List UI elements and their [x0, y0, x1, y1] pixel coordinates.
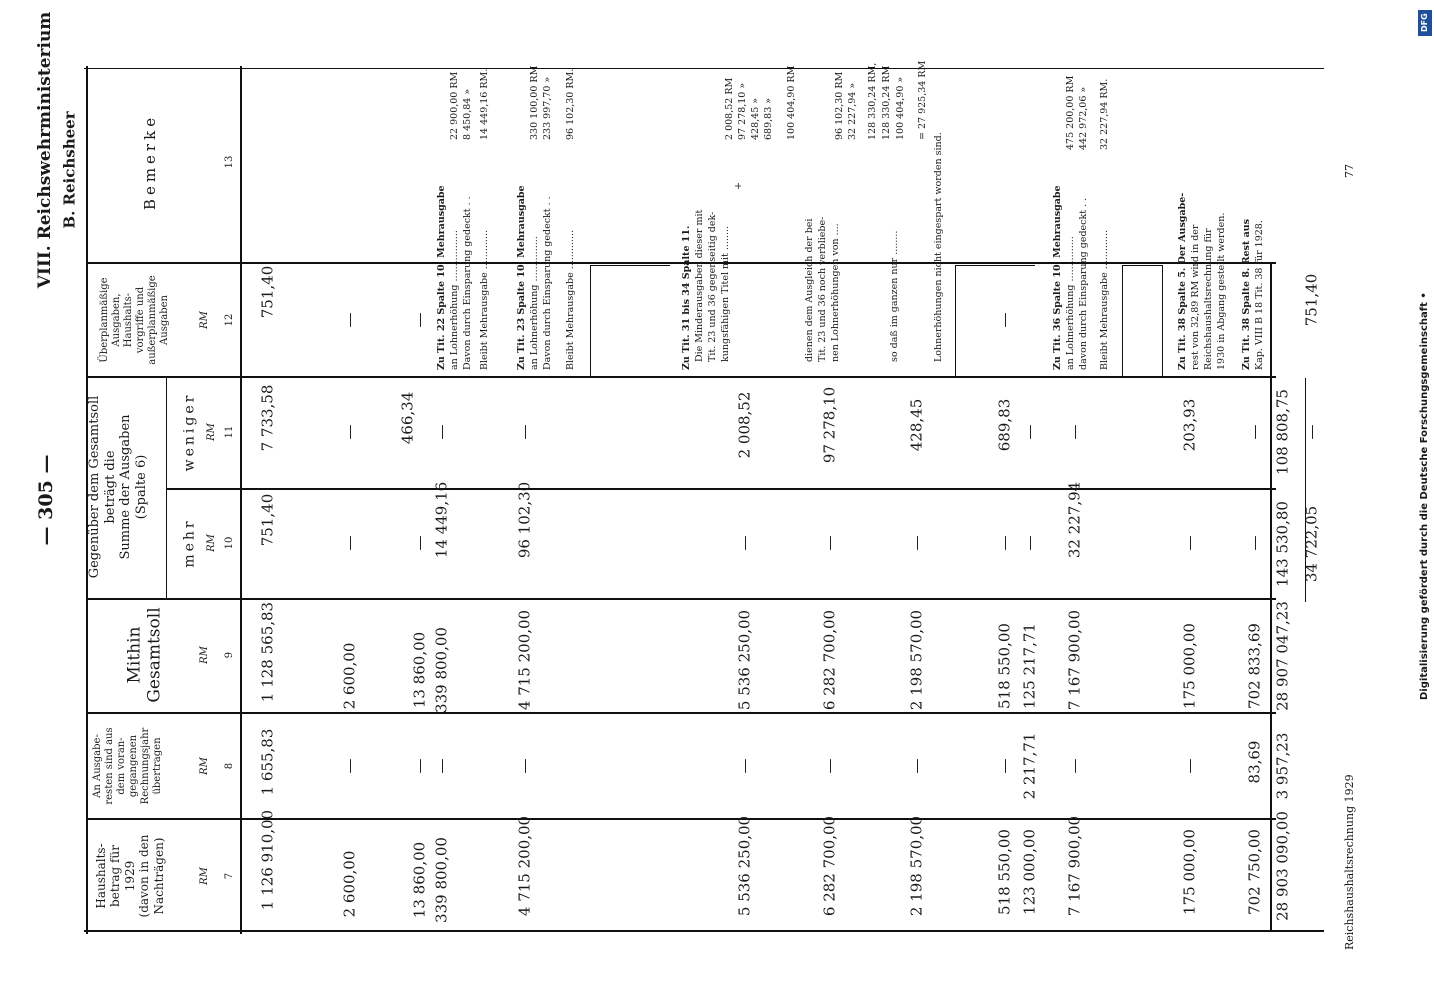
- remark-rule: [955, 265, 956, 377]
- table-top-edge: [84, 68, 1324, 69]
- cell-r9-c8: 2 217,71: [1020, 732, 1039, 800]
- remark3-v7: 128 330,24 RM,: [867, 62, 878, 140]
- remark4-line3: davon durch Einsparung gedeckt . .: [1078, 197, 1089, 370]
- remark1-val4: 14 449,16 RM.: [479, 68, 490, 140]
- cell-r4-c11: —: [515, 424, 534, 440]
- cell-r6-c9: 6 282 700,00: [820, 609, 839, 711]
- cell-r7-c8: —: [907, 758, 926, 774]
- col-sep-11-12: [86, 376, 1276, 378]
- cell-r8-c9: 518 550,00: [995, 623, 1014, 709]
- cell-r0-c8: 1 655,83: [258, 728, 277, 796]
- cell-r0-c10: 751,40: [258, 493, 277, 547]
- col-sep-10-11: [166, 488, 1276, 490]
- cell-r12-c9: 702 833,69: [1245, 623, 1264, 709]
- cell-r5-c8: —: [735, 758, 754, 774]
- unit-label: RM: [199, 646, 210, 664]
- cell-r1-c11: —: [340, 424, 359, 440]
- remark3-line2: Die Minderausgaben dieser mit: [694, 209, 705, 362]
- total-c10: 143 530,80: [1273, 501, 1292, 587]
- cell-r12-c7: 702 750,00: [1245, 829, 1264, 915]
- remark2-val3: 233 997,70 »: [542, 76, 553, 140]
- remark4-val2: 475 200,00 RM: [1065, 75, 1076, 150]
- remark3-v9: 100 404,90 »: [895, 76, 906, 140]
- total-c8: 3 957,23: [1273, 732, 1292, 800]
- cell-r9-c9: 125 217,71: [1020, 623, 1039, 709]
- cell-r6-c8: —: [820, 758, 839, 774]
- col10-header: mehr: [181, 518, 198, 568]
- remark3-line7: nen Lohnerhöhungen von ....: [830, 223, 841, 362]
- cell-r8-c12: —: [995, 312, 1014, 328]
- remark3-line3: Tit. 23 und 36 gegenseitig dek-: [707, 211, 718, 362]
- remark3-v4: 689,83 »: [763, 97, 774, 140]
- cell-r2-c10: —: [410, 535, 429, 551]
- cell-r4-c7: 4 715 200,00: [515, 815, 534, 917]
- cell-r10-c11: —: [1065, 424, 1084, 440]
- col7-header: Haushalts- betrag für 1929 (davon in den Nachträgen): [94, 834, 166, 918]
- cell-r1-c9: 2 600,00: [340, 642, 359, 710]
- cell-r10-c9: 7 167 900,00: [1065, 609, 1084, 711]
- col-number: 9: [224, 651, 235, 659]
- col13-header: Bemerke: [141, 113, 159, 211]
- total-net-mehr: 34 722,05: [1302, 505, 1321, 583]
- remark2-val2: 330 100,00 RM: [529, 65, 540, 140]
- remark4-title: Zu Tit. 36 Spalte 10. Mehrausgabe: [1052, 185, 1063, 370]
- cell-r4-c9: 4 715 200,00: [515, 609, 534, 711]
- cell-r10-c7: 7 167 900,00: [1065, 815, 1084, 917]
- cell-r2-c7: 13 860,00: [410, 841, 429, 919]
- col-number: 13: [224, 155, 235, 169]
- cell-r8-c11: 689,83: [995, 398, 1014, 452]
- remark3-v1: 2 008,52 RM: [724, 77, 735, 140]
- cell-r2-c12: —: [410, 312, 429, 328]
- cell-r0-c9: 1 128 565,83: [258, 601, 277, 703]
- cell-r9-c7: 123 000,00: [1020, 829, 1039, 915]
- cell-r10-c10: 32 227,94: [1065, 481, 1084, 559]
- remark3-line6: Tit. 23 und 36 noch verbliebe-: [817, 216, 828, 362]
- col-sep-8-9: [86, 712, 1276, 714]
- remark3-line4: kungsfähigen Titel mit ........: [720, 225, 731, 362]
- footer-page-ref: 77: [1343, 164, 1356, 178]
- dfg-logo-text: DFG: [1420, 13, 1429, 32]
- remark3-v2: 97 278,10 »: [737, 82, 748, 140]
- section-title: B. Reichsheer: [60, 111, 79, 229]
- col8-header: An Ausgabe- resten sind aus dem voran- gegangenen Rechnungsjahr übertragen: [92, 727, 163, 805]
- subheader-divider: [166, 378, 167, 600]
- unit-label: RM: [199, 757, 210, 775]
- footer-left: Reichshaushaltsrechnung 1929: [1343, 774, 1356, 950]
- page-number: — 305 —: [35, 454, 58, 546]
- remark1-val2: 22 900,00 RM: [449, 71, 460, 140]
- cell-r6-c11: 97 278,10: [820, 386, 839, 464]
- col10-11-group-header: Gegenüber dem Gesamtsoll beträgt die Summe der Ausgaben (Spalte 6): [86, 395, 149, 579]
- cell-r6-c10: —: [820, 535, 839, 551]
- cell-r7-c9: 2 198 570,00: [907, 609, 926, 711]
- cell-r3-c11: —: [432, 424, 451, 440]
- cell-r6-c7: 6 282 700,00: [820, 815, 839, 917]
- total-c11-dash: —: [1302, 424, 1321, 440]
- remark3-plus: +: [733, 182, 744, 190]
- cell-r11-c11: 203,93: [1180, 398, 1199, 452]
- total-divider: [1270, 262, 1272, 930]
- cell-r0-c7: 1 126 910,00: [258, 809, 277, 911]
- total-c9: 28 907 047,23: [1273, 601, 1292, 711]
- remark1-line4: Bleibt Mehrausgabe .............: [479, 230, 490, 370]
- unit-label: RM: [199, 311, 210, 329]
- cell-r1-c12: —: [340, 312, 359, 328]
- remark3-v3: 428,45 »: [750, 97, 761, 140]
- unit-label: RM: [206, 423, 217, 441]
- chapter-title: VIII. Reichswehrministerium: [35, 11, 56, 289]
- remark-rule: [590, 265, 591, 377]
- cell-r10-c8: —: [1065, 758, 1084, 774]
- remark3-v5: 96 102,30 RM: [834, 71, 845, 140]
- cell-r2-c8: —: [410, 758, 429, 774]
- cell-r8-c10: —: [995, 535, 1014, 551]
- remark-rule: [1122, 265, 1162, 266]
- remark3-sum: 100 404,90 RM: [786, 65, 797, 140]
- remark2-line2: an Lohnerhöhung ...............: [529, 236, 540, 370]
- cell-r12-c11: —: [1245, 424, 1264, 440]
- remark3-title: Zu Tit. 31 bis 34 Spalte 11.: [681, 225, 692, 370]
- remark5-title: Zu Tit. 38 Spalte 5. Der Ausgabe-: [1177, 192, 1188, 370]
- unit-label: RM: [199, 867, 210, 885]
- header-body-divider: [240, 66, 242, 934]
- cell-r5-c7: 5 536 250,00: [735, 815, 754, 917]
- remark3-v8: 128 330,24 RM: [881, 65, 892, 140]
- remark1-line3: Davon durch Einsparung gedeckt . .: [462, 196, 473, 370]
- cell-r5-c11: 2 008,52: [735, 391, 754, 459]
- remark3-v6: 32 227,94 »: [847, 82, 858, 140]
- cell-r1-c8: —: [340, 758, 359, 774]
- col9-header: Mithin Gesamtsoll: [124, 607, 165, 703]
- cell-r7-c11: 428,45: [907, 398, 926, 452]
- remark5-line4: 1930 in Abgang gestellt werden.: [1216, 212, 1227, 370]
- col-number: 10: [224, 536, 235, 550]
- cell-r2-c9: 13 860,00: [410, 631, 429, 709]
- cell-r11-c7: 175 000,00: [1180, 829, 1199, 915]
- col-number: 7: [224, 872, 235, 880]
- remark-rule: [1162, 265, 1163, 377]
- cell-r0-c12: 751,40: [258, 265, 277, 319]
- col-number: 12: [224, 313, 235, 327]
- col12-header: Überplanmäßige Ausgaben, Haushalts- vorgriffe und außerplanmäßige Ausgaben: [99, 275, 170, 365]
- remark3-line5: dienen dem Ausgleich der bei: [804, 218, 815, 362]
- col11-header: weniger: [181, 392, 198, 472]
- cell-r5-c9: 5 536 250,00: [735, 609, 754, 711]
- remark-rule: [955, 265, 1035, 266]
- remark6-title: Zu Tit. 38 Spalte 8. Rest aus: [1241, 219, 1252, 370]
- remark4-line4: Bleibt Mehrausgabe .............: [1099, 230, 1110, 370]
- cell-r12-c8: 83,69: [1245, 740, 1264, 784]
- col-number: 11: [224, 425, 235, 439]
- col-number: 8: [224, 762, 235, 770]
- cell-r3-c7: 339 800,00: [432, 837, 451, 923]
- cell-r1-c10: —: [340, 535, 359, 551]
- cell-r0-c11: 7 733,58: [258, 384, 277, 452]
- cell-r11-c10: —: [1180, 535, 1199, 551]
- dfg-side-note: Digitalisierung gefördert durch die Deutsche Forschungsgemeinschaft •: [1419, 292, 1430, 700]
- remark2-line4: Bleibt Mehrausgabe .............: [565, 230, 576, 370]
- col-sep-9-10: [86, 598, 1276, 600]
- cell-r4-c8: —: [515, 758, 534, 774]
- remark2-title: Zu Tit. 23 Spalte 10. Mehrausgabe: [516, 185, 527, 370]
- cell-r9-c11: —: [1020, 424, 1039, 440]
- remark2-val4: 96 102,30 RM.: [565, 68, 576, 140]
- remark2-line3: Davon durch Einsparung gedeckt . .: [542, 196, 553, 370]
- remark4-val3: 442 972,06 »: [1078, 86, 1089, 150]
- cell-r11-c9: 175 000,00: [1180, 623, 1199, 709]
- remark4-val4: 32 227,94 RM.: [1099, 78, 1110, 150]
- cell-r1-c7: 2 600,00: [340, 850, 359, 918]
- cell-r2-c11: 466,34: [398, 391, 417, 445]
- cell-r3-c9: 339 800,00: [432, 627, 451, 713]
- total-c12: 751,40: [1302, 273, 1321, 327]
- cell-r8-c7: 518 550,00: [995, 829, 1014, 915]
- table-bottom-edge: [84, 930, 1324, 932]
- cell-r9-c10: —: [1020, 535, 1039, 551]
- remark4-line2: an Lohnerhöhung ...............: [1065, 236, 1076, 370]
- remark3-line8: so daß im ganzen nur ........: [889, 230, 900, 362]
- total-c11: 108 808,75: [1273, 389, 1292, 475]
- cell-r7-c10: —: [907, 535, 926, 551]
- cell-r7-c7: 2 198 570,00: [907, 815, 926, 917]
- cell-r11-c8: —: [1180, 758, 1199, 774]
- cell-r8-c8: —: [995, 758, 1014, 774]
- dfg-logo: [1418, 10, 1432, 36]
- total-c7: 28 903 090,00: [1273, 811, 1292, 921]
- remark3-v10: = 27 925,34 RM: [917, 60, 928, 140]
- remark1-line2: an Lohnerhöhung .................: [449, 230, 460, 370]
- remark5-line2: rest von 32,89 RM wird in der: [1190, 224, 1201, 370]
- remark-rule: [1122, 265, 1123, 377]
- remark6-line2: Kap. VIII B 18 Tit. 38 für 1928.: [1254, 220, 1265, 370]
- remark1-title: Zu Tit. 22 Spalte 10. Mehrausgabe: [436, 185, 447, 370]
- remark3-line9: Lohnerhöhungen nicht eingespart worden sind.: [933, 132, 944, 362]
- cell-r5-c10: —: [735, 535, 754, 551]
- cell-r3-c10: 14 449,16: [432, 481, 451, 559]
- unit-label: RM: [206, 534, 217, 552]
- cell-r4-c10: 96 102,30: [515, 481, 534, 559]
- remark1-val3: 8 450,84 »: [462, 88, 473, 140]
- remark5-line3: Reichshaushaltsrechnung für: [1203, 228, 1214, 370]
- remark-rule: [590, 265, 670, 266]
- cell-r12-c10: —: [1245, 535, 1264, 551]
- cell-r3-c8: —: [432, 758, 451, 774]
